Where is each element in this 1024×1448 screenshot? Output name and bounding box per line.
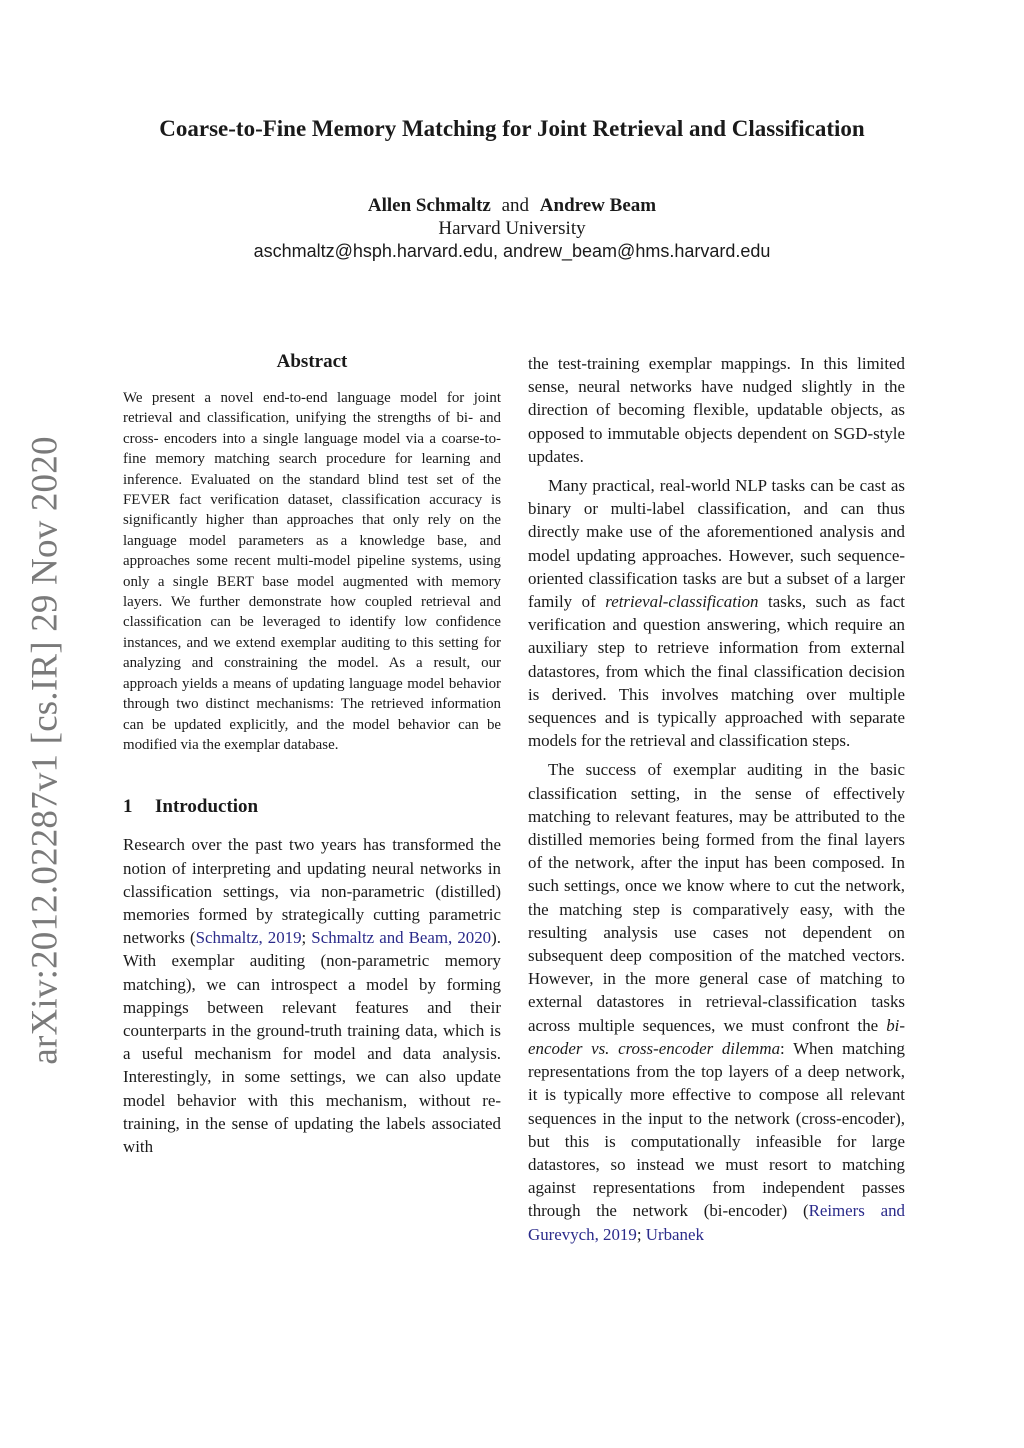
affiliation: Harvard University xyxy=(438,218,586,239)
abstract-text: We present a novel end-to-end language model for joint retrieval and classification, unifying the strengths of bi- and cross- encoders into a single language model via a coarse-to-fine memory matching search procedure for learning and inference. Evaluated on the standard blind test set of the FEVER fact verification dataset, classification accuracy is significantly higher than approaches that only rely on the language model parameters as a knowledge base, and approaches some recent multi-model pipeline systems, using only a single BERT base model augmented with memory layers. We further demonstrate how coupled retrieval and classification can be leveraged to identify low confidence instances, and we extend exemplar auditing to this setting for analyzing and constraining the model. As a result, our approach yields a means of updating language model behavior through two distinct mechanisms: The retrieved information can be updated explicitly, and the model behavior can be modified via the exemplar database. xyxy=(123,390,501,753)
body-paragraph: the test-training exemplar mappings. In this limited sense, neural networks have nudged slightly in the direction of becoming flexible, updatable objects, as opposed to immutable objects dependent on SGD-style updates. xyxy=(528,354,905,466)
author-name: Allen Schmaltz xyxy=(367,195,491,216)
arxiv-sidebar xyxy=(10,435,80,1065)
author-conjunction: and xyxy=(501,195,530,216)
citation-link[interactable]: Schmaltz and Beam, 2020 xyxy=(311,928,492,948)
author-block xyxy=(100,194,924,263)
right-column xyxy=(528,352,905,1246)
citation-separator: ; xyxy=(636,1224,646,1244)
body-paragraph xyxy=(528,758,905,1245)
citation-link[interactable]: Schmaltz, 2019 xyxy=(195,928,302,948)
left-column xyxy=(123,350,501,1158)
citation-link[interactable]: Reimers and Gurevych, 2019 xyxy=(528,1201,905,1244)
paper-title: Coarse-to-Fine Memory Matching for Joint Retrieval and Classification xyxy=(159,116,865,141)
citation-link[interactable]: Urbanek xyxy=(645,1224,704,1244)
author-emails: aschmaltz@hsph.harvard.edu, andrew_beam@hms.harvard.edu xyxy=(253,241,771,261)
intro-paragraph xyxy=(123,833,501,1158)
section-number: 1 xyxy=(123,796,133,818)
emphasized-term: bi-encoder vs. cross-encoder dilemma xyxy=(528,1015,905,1058)
emphasized-term: retrieval-classification xyxy=(605,592,759,612)
paragraph-text: tasks, such as fact verification and question answering, which require an auxiliary step to retrieve information from external datastores, from which the final classification decision is derived. This involves matching over multiple sequences and is typically approached with separate models for the retrieval and classification steps. xyxy=(528,592,905,751)
section-title: Introduction xyxy=(155,796,259,818)
paragraph-text: : When matching representations from the top layers of a deep network, it is typically more effective to compose all relevant sequences in the input to the network (cross-encoder), but this is computationally infeasible for large datastores, so instead we must resort to matching against representations from independent passes through the network (bi-encoder) ( xyxy=(528,1038,905,1221)
abstract-heading: Abstract xyxy=(276,351,348,372)
arxiv-identifier: arXiv:2012.02287v1 [cs.IR] 29 Nov 2020 xyxy=(24,435,66,1065)
paragraph-text: Many practical, real-world NLP tasks can be cast as binary or multi-label classification, and can thus directly make use of the aforementioned analysis and model updating approaches. However, such sequence-oriented classification tasks are but a subset of a larger family of xyxy=(528,476,905,612)
body-paragraph xyxy=(528,474,905,752)
citation-separator: ; xyxy=(301,928,312,948)
paragraph-text: Research over the past two years has transformed the notion of interpreting and updating neural networks in classification settings, via non-parametric (distilled) memories formed by strategically cutting parametric networks ( xyxy=(123,835,501,948)
paragraph-text: ). With exemplar auditing (non-parametric memory matching), we can introspect a model by forming mappings between relevant features and their counterparts in the ground-truth training data, which is a useful mechanism for model and data analysis. Interestingly, in some settings, we can also update model behavior with this mechanism, without re-training, in the sense of updating the labels associated with xyxy=(123,928,501,1156)
author-line xyxy=(100,194,924,217)
paragraph-text: The success of exemplar auditing in the basic classification setting, in the sense of effectively matching to relevant features, may be attributed to the distilled memories being formed from the final layers of the network, after the input has been composed. In such settings, once we know where to cut the network, the matching step is comparatively easy, with the resulting analysis use cases not dependent on subsequent deep composition of the matched vectors. However, in the more general case of matching to external datastores in retrieval-classification tasks across multiple sequences, we must confront the xyxy=(528,760,905,1035)
author-name: Andrew Beam xyxy=(539,195,657,216)
section-heading-introduction xyxy=(123,795,501,819)
